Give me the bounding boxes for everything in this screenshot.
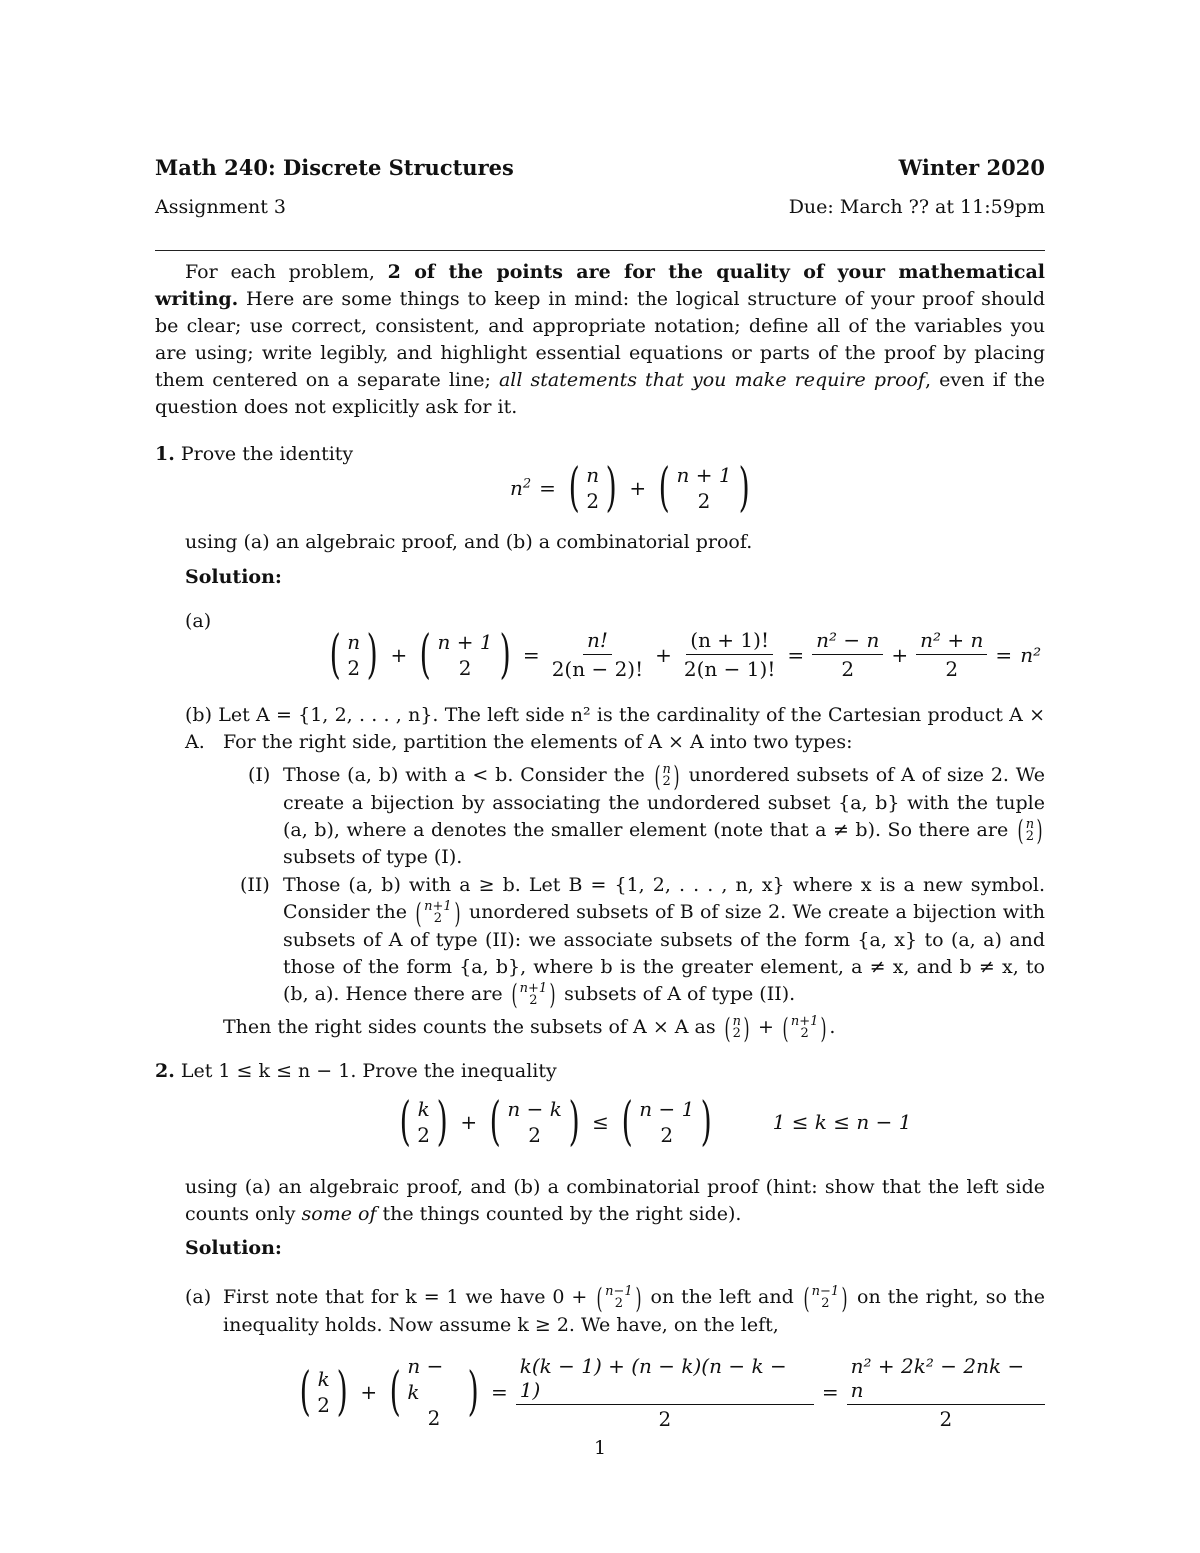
problem-2-part-a-label: (a) bbox=[185, 1286, 212, 1308]
problem-2-inequality: ( k 2 ) + ( n − k 2 ) ≤ ( n − 1 2 ) 1 ≤ k ≤ n − 1 bbox=[399, 1092, 912, 1152]
problem-2-part-a-text: First note that for k = 1 we have 0 + ( n−1 2 ) on the left and ( n−1 2 ) on the right, so the inequality holds. Now assume k ≥ 2. We have, on the left, bbox=[223, 1281, 1045, 1336]
small-binom-n-2: ( n 2 ) bbox=[654, 759, 680, 793]
proof-emphasis: all statements that you make require proof bbox=[498, 369, 926, 391]
problem-1-instructions: using (a) an algebraic proof, and (b) a combinatorial proof. bbox=[185, 531, 753, 553]
problem-1-solution-label: Solution: bbox=[185, 566, 282, 588]
type-1-text: Those (a, b) with a < b. Consider the ( n 2 ) unordered subsets of A of size 2. We create a bijection by associating the undordered subset {a, b} with the tuple (a, b), where a denotes the smaller element (note that a ≠ b). So there are ( n 2 ) subsets of type (I). bbox=[283, 759, 1046, 868]
problem-1-identity: $n^2$ = ( n 2 ) + ( n + 1 2 ) bbox=[510, 462, 754, 514]
inequality-range: 1 ≤ k ≤ n − 1 bbox=[772, 1110, 912, 1134]
type-2-text: Those (a, b) with a ≥ b. Let B = {1, 2, . . . , n, x} where x is a new symbol. Consider the ( n+1 2 ) unordered subsets of B of size 2. We create a bijection with subsets of A of type (II): we associate subsets of the form {a, x} to (a, a) and those of the form {a, b}, where b is the greater element, a ≠ x, and b ≠ x, to (b, a). Hence there are ( n+1 2 ) subsets of A of type (II). bbox=[283, 874, 1046, 1011]
problem-1-part-b: (b) Let A = {1, 2, . . . , n}. The left side n² is the cardinality of the Cartesian product A × A. bbox=[185, 704, 1045, 753]
header-row-2 bbox=[155, 196, 1045, 218]
course-title: Math 240: Discrete Structures bbox=[155, 155, 514, 180]
term: Winter 2020 bbox=[898, 155, 1045, 180]
problem-2-instructions: using (a) an algebraic proof, and (b) a combinatorial proof (hint: show that the left side counts only some of the things counted by the right side). bbox=[185, 1176, 1045, 1225]
header-row-1 bbox=[155, 155, 1045, 180]
assignment-title: Assignment 3 bbox=[155, 196, 286, 218]
problem-1-part-a-label: (a) bbox=[185, 610, 212, 632]
type-2-label: (II) bbox=[240, 874, 270, 896]
binom-n-2: ( n 2 ) bbox=[568, 458, 617, 518]
type-1-label: (I) bbox=[248, 764, 271, 786]
problem-1-conclusion: Then the right sides counts the subsets of A × A as ( n 2 ) + ( n+1 2 ) . bbox=[223, 1011, 836, 1045]
problem-2-part-a-equation: ( k 2 ) + ( n − k 2 ) = $\frac{k(k - 1) + (n - k)(n - k - 1)}{2}$ = $\frac{\text{n² + 2k² − 2nk − n}}{2}$ bbox=[295, 1353, 1045, 1431]
due-date: Due: March ?? at 11:59pm bbox=[788, 196, 1045, 218]
problem-2-solution-label: Solution: bbox=[185, 1237, 282, 1259]
header-rule bbox=[155, 250, 1045, 251]
problem-1-prompt: 1. Prove the identity bbox=[155, 443, 354, 465]
points-note: 2 of the points are for the quality of your mathematical writing. bbox=[155, 261, 1045, 310]
problem-1-part-b-line-2: For the right side, partition the elements of A × A into two types: bbox=[223, 731, 853, 753]
binom-n1-2: ( n + 1 2 ) bbox=[658, 458, 750, 518]
problem-1-part-a-equation: ( n 2 ) + ( n + 1 2 ) = $\frac{n!}{2(n - 2)!}$ + $\frac{(n + 1)!}{2(n - 1)!}$ = $\frac{\text{n² − n}}{2}$ + $\frac{\text{n² + n}}{2}$ = n² bbox=[329, 624, 1042, 685]
intro-paragraph: For each problem, 2 of the points are for the quality of your mathematical writing. Here are some things to keep in mind: the logical structure of your proof should be clear; use correct, consistent, and appropriate notation; define all of the variables you are using; write legibly, and highlight essential equations or parts of the proof by placing them centered on a separate line; all statements that you make require proof, even if the question does not explicitly ask for it. bbox=[155, 261, 1046, 418]
problem-2-prompt: 2. Let 1 ≤ k ≤ n − 1. Prove the inequality bbox=[155, 1060, 557, 1082]
page-number: 1 bbox=[593, 1437, 607, 1459]
